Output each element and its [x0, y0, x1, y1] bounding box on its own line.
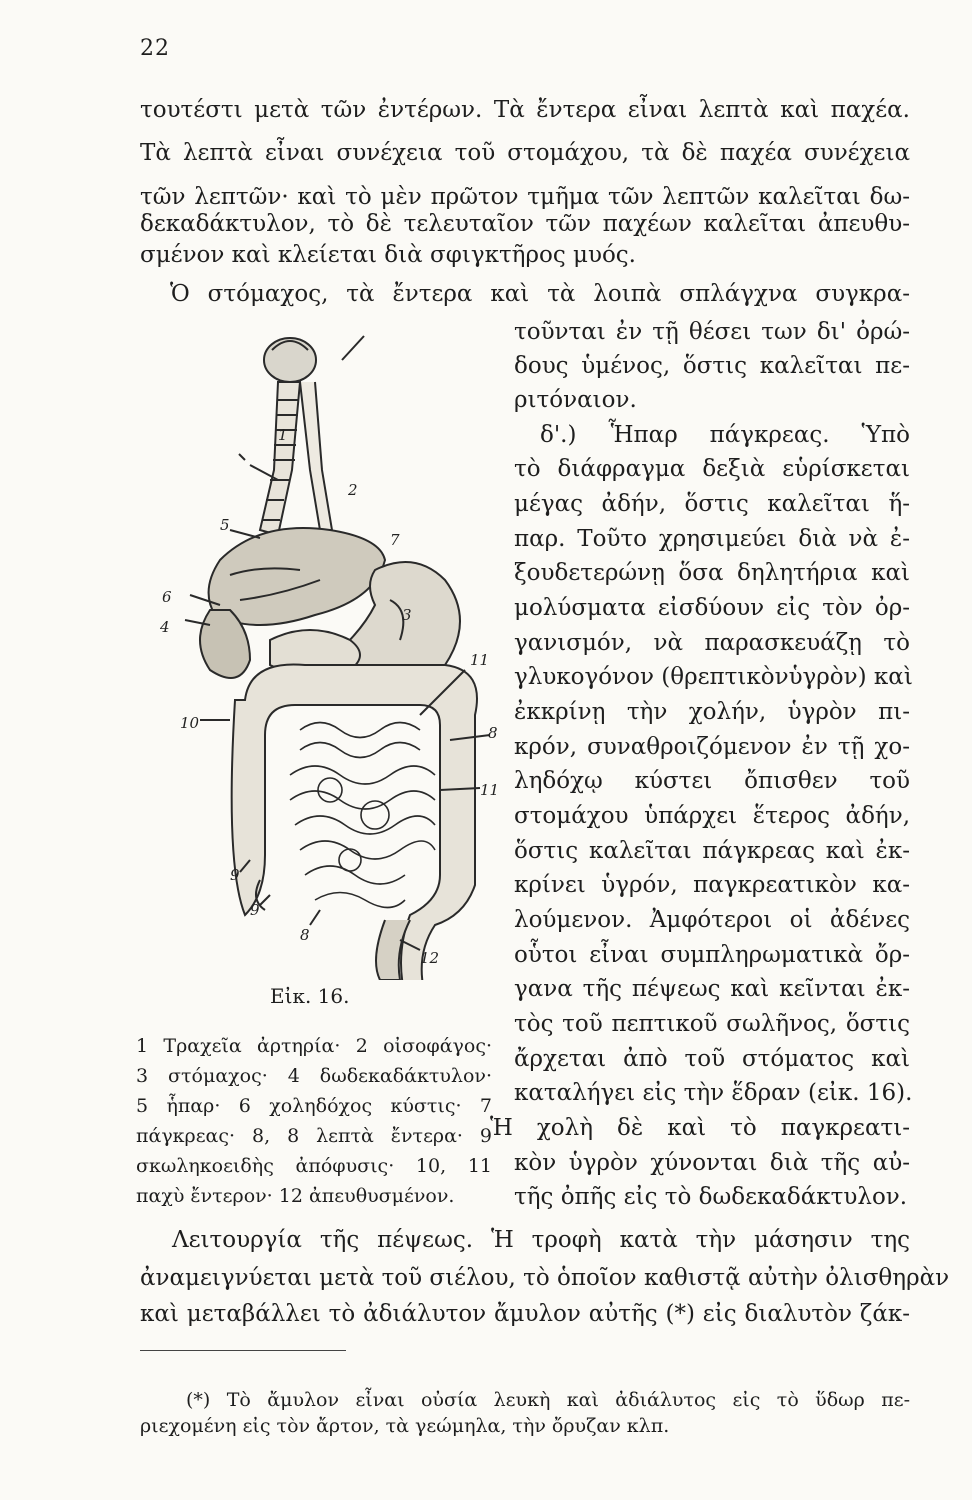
column-line: στομάχου ὑπάρχει ἕτερος ἀδήν,: [514, 803, 910, 829]
column-line: τοῦνται ἐν τῇ θέσει των δι' ὀρώ-: [514, 319, 910, 345]
column-line: τῆς ὀπῆς εἰς τὸ δωδεκαδάκτυλον.: [514, 1184, 908, 1210]
figure-label: 9: [230, 866, 240, 884]
body-line: καὶ μεταβάλλει τὸ ἀδιάλυτον ἄμυλον αὐτῆς (*) εἰς διαλυτὸν ζάκ-: [140, 1301, 910, 1327]
column-line: παρ. Τοῦτο χρησιμεύει διὰ νὰ ἐ-: [514, 526, 910, 552]
figure-title: Εἰκ. 16.: [270, 984, 350, 1008]
column-line: ριτόναιον.: [514, 387, 637, 413]
caption-line: 1 Τραχεῖα ἀρτηρία· 2 οἰσοφάγος·: [136, 1035, 492, 1057]
footnote-line: ριεχομένη εἰς τὸν ἄρτον, τὰ γεώμηλα, τὴν ὄρυζαν κλπ.: [140, 1415, 670, 1437]
figure-label: 8: [300, 926, 310, 944]
anatomy-drawing: [150, 320, 520, 980]
column-line: λούμενον. Ἀμφότεροι οἱ ἀδένες: [514, 907, 910, 933]
column-line: οὗτοι εἶναι συμπληρωματικὰ ὄρ-: [514, 942, 910, 968]
figure-label: 11: [470, 651, 490, 669]
figure-label: 2: [348, 481, 358, 499]
column-line: κὸν ὑγρὸν χύνονται διὰ τῆς αὐ-: [514, 1150, 910, 1176]
caption-line: 5 ἧπαρ· 6 χοληδόχος κύστις· 7: [136, 1095, 492, 1117]
figure-label: 10: [180, 714, 200, 732]
column-line: ἄρχεται ἀπὸ τοῦ στόματος καὶ: [514, 1046, 910, 1072]
column-line: μέγας ἀδήν, ὅστις καλεῖται ἥ-: [514, 491, 910, 517]
figure-label: 11: [480, 781, 500, 799]
body-line: ἀναμειγνύεται μετὰ τοῦ σιέλου, τὸ ὁποῖον καθιστᾷ αὐτὴν ὀλισθηρὰν: [140, 1265, 950, 1291]
column-line: ὅστις καλεῖται πάγκρεας καὶ ἐκ-: [514, 838, 910, 864]
column-line: κρίνει ὑγρόν, παγκρεατικὸν κα-: [514, 872, 910, 898]
column-line: καταλήγει εἰς τὴν ἕδραν (εἰκ. 16).: [514, 1080, 913, 1106]
column-line: ἐκκρίνῃ τὴν χολήν, ὑγρὸν πι-: [514, 699, 910, 725]
figure-label: 5: [220, 516, 230, 534]
column-line: γλυκογόνον (θρεπτικὸνὑγρὸν) καὶ: [514, 664, 913, 690]
caption-line: σκωληκοειδὴς ἀπόφυσις· 10, 11: [136, 1155, 492, 1177]
figure-label: 12: [420, 949, 440, 967]
figure-label: 6: [162, 588, 172, 606]
column-line: μολύσματα εἰσδύουν εἰς τὸν ὀρ-: [514, 595, 910, 621]
column-line: Ἡ χολὴ δὲ καὶ τὸ παγκρεατι-: [490, 1115, 910, 1141]
column-line: δους ὑμένος, ὅστις καλεῖται πε-: [514, 353, 910, 379]
body-line: τουτέστι μετὰ τῶν ἐντέρων. Τὰ ἔντερα εἶναι λεπτὰ καὶ παχέα.: [140, 97, 910, 123]
caption-line: 3 στόμαχος· 4 δωδεκαδάκτυλον·: [136, 1065, 492, 1087]
body-line: τῶν λεπτῶν· καὶ τὸ μὲν πρῶτον τμῆμα τῶν λεπτῶν καλεῖται δω-: [140, 184, 910, 210]
caption-line: πάγκρεας· 8, 8 λεπτὰ ἔντερα· 9: [136, 1125, 492, 1147]
figure-label: 3: [402, 606, 412, 624]
column-line: τὸς τοῦ πεπτικοῦ σωλῆνος, ὅστις: [514, 1011, 910, 1037]
figure-label: 8: [488, 724, 498, 742]
caption-line: παχὺ ἔντερον· 12 ἀπευθυσμένον.: [136, 1185, 455, 1207]
body-line: Τὰ λεπτὰ εἶναι συνέχεια τοῦ στομάχου, τὰ δὲ παχέα συνέχεια: [140, 140, 910, 166]
column-line: γανισμόν, νὰ παρασκευάζῃ τὸ: [514, 630, 910, 656]
column-line: ληδόχῳ κύστει ὄπισθεν τοῦ: [514, 768, 910, 794]
page-number: 22: [140, 36, 170, 61]
digestive-system-illustration: [150, 320, 520, 980]
figure-label: 4: [160, 618, 170, 636]
column-line: κρόν, συναθροιζόμενον ἐν τῇ χο-: [514, 734, 910, 760]
footnote-separator: [140, 1350, 346, 1351]
column-line: ξουδετερώνῃ ὅσα δηλητήρια καὶ: [514, 560, 910, 586]
body-line: Ὁ στόμαχος, τὰ ἔντερα καὶ τὰ λοιπὰ σπλάγχνα συγκρα-: [170, 281, 910, 307]
column-line: δ'.) Ἧπαρ πάγκρεας. Ὑπὸ: [540, 422, 910, 448]
footnote-line: (*) Τὸ ἄμυλον εἶναι οὐσία λευκὴ καὶ ἀδιάλυτος εἰς τὸ ὕδωρ πε-: [186, 1389, 910, 1411]
column-line: τὸ διάφραγμα δεξιὰ εὑρίσκεται: [514, 456, 910, 482]
column-line: γανα τῆς πέψεως καὶ κεῖνται ἐκ-: [514, 976, 910, 1002]
figure-label: 7: [390, 531, 400, 549]
section-heading-line: Λειτουργία τῆς πέψεως. Ἡ τροφὴ κατὰ τὴν μάσησιν της: [172, 1227, 910, 1253]
figure-label: 9: [250, 901, 260, 919]
body-line: σμένον καὶ κλείεται διὰ σφιγκτῆρος μυός.: [140, 242, 636, 268]
body-line: δεκαδάκτυλον, τὸ δὲ τελευταῖον τῶν παχέων καλεῖται ἀπευθυ-: [140, 211, 910, 237]
figure-label: 1: [278, 426, 288, 444]
